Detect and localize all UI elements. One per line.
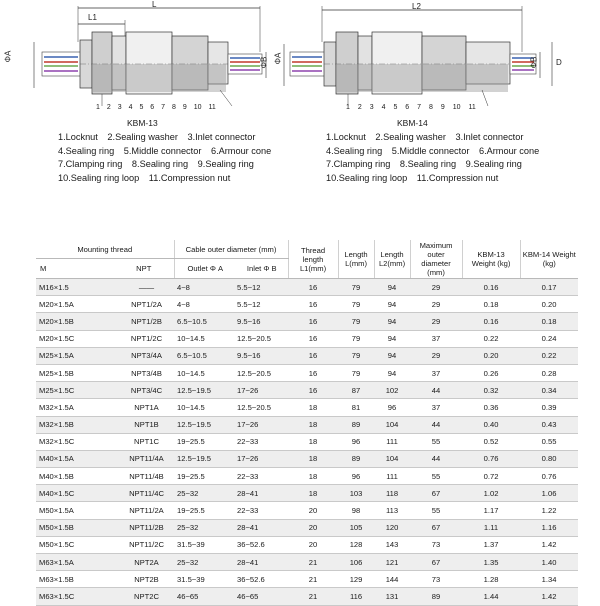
cell-kbm13-weight: 1.02: [462, 485, 520, 502]
cell-m: M20×1.5C: [36, 330, 112, 347]
cell-kbm14-weight: 1.16: [520, 519, 578, 536]
cell-outlet: 4~8: [174, 296, 234, 313]
table-row: [36, 399, 578, 416]
header-mounting-thread: Mounting thread: [36, 240, 174, 259]
header-length2: Length L2(mm): [374, 240, 410, 279]
kbm13-callouts: [96, 104, 216, 111]
cell-inlet: 17~26: [234, 416, 288, 433]
cell-kbm14-weight: 1.34: [520, 571, 578, 588]
cell-kbm14-weight: 0.22: [520, 347, 578, 364]
callout-4: 4: [128, 104, 133, 111]
legend-item: 5.Middle connector: [391, 145, 470, 156]
cell-length2: 104: [374, 416, 410, 433]
cell-thread-length: 20: [288, 536, 338, 553]
cell-thread-length: 16: [288, 364, 338, 381]
cell-max-od: 29: [410, 313, 462, 330]
cell-outlet: 25~32: [174, 519, 234, 536]
cell-inlet: 9.5~16: [234, 313, 288, 330]
header-npt: NPT: [112, 259, 174, 279]
cell-max-od: 67: [410, 554, 462, 571]
cell-m: M50×1.5C: [36, 536, 112, 553]
callout-8: 8: [172, 104, 176, 111]
cell-kbm14-weight: 1.06: [520, 485, 578, 502]
legend-item: 11.Compression nut: [148, 172, 231, 183]
legend-item: 11.Compression nut: [416, 172, 499, 183]
cell-outlet: 25~32: [174, 485, 234, 502]
legend-item: 1.Locknut: [326, 132, 366, 142]
kbm14-parts-legend: [326, 131, 546, 185]
cell-m: M63×1.5C: [36, 588, 112, 605]
cell-m: M32×1.5C: [36, 433, 112, 450]
cell-inlet: 9.5~16: [234, 347, 288, 364]
callout-4: 4: [381, 104, 386, 111]
callout-2: 2: [106, 104, 111, 111]
cell-outlet: 25~32: [174, 554, 234, 571]
cell-m: M50×1.5B: [36, 519, 112, 536]
table-row: [36, 279, 578, 296]
cell-length2: 113: [374, 502, 410, 519]
legend-item: 5.Middle connector: [123, 145, 202, 156]
callout-7: 7: [417, 104, 422, 111]
cell-inlet: 22~33: [234, 433, 288, 450]
cell-outlet: 12.5~19.5: [174, 416, 234, 433]
cell-npt: NPT1C: [112, 433, 174, 450]
table-row: [36, 519, 578, 536]
cell-m: M50×1.5A: [36, 502, 112, 519]
cell-thread-length: 18: [288, 433, 338, 450]
kbm13-dim-phia: ΦA: [3, 50, 13, 63]
cell-max-od: 37: [410, 399, 462, 416]
cell-length2: 94: [374, 313, 410, 330]
cell-length2: 143: [374, 536, 410, 553]
callout-3: 3: [117, 104, 122, 111]
cell-length: 89: [338, 416, 374, 433]
callout-2: 2: [357, 104, 362, 111]
kbm14-dim-phib: ΦB: [529, 56, 539, 69]
cell-kbm13-weight: 1.35: [462, 554, 520, 571]
cell-inlet: 17~26: [234, 382, 288, 399]
cell-kbm14-weight: 0.55: [520, 433, 578, 450]
header-kbm14-weight: KBM-14 Weight (kg): [520, 240, 578, 279]
table-row: [36, 554, 578, 571]
cell-kbm14-weight: 1.40: [520, 554, 578, 571]
cell-length: 129: [338, 571, 374, 588]
cell-thread-length: 18: [288, 450, 338, 467]
cell-kbm14-weight: 0.20: [520, 296, 578, 313]
legend-item: 3.Inlet connector: [187, 132, 256, 142]
cell-inlet: 22~33: [234, 468, 288, 485]
cell-npt: NPT11/4A: [112, 450, 174, 467]
cell-max-od: 67: [410, 519, 462, 536]
legend-item: 10.Sealing ring loop: [326, 172, 408, 183]
legend-row: [326, 158, 546, 172]
legend-item: 10.Sealing ring loop: [58, 172, 140, 183]
legend-item: 7.Clamping ring: [58, 159, 123, 169]
callout-5: 5: [139, 104, 144, 111]
header-m: M: [36, 259, 112, 279]
table-header-row: [36, 240, 578, 259]
cell-kbm13-weight: 1.11: [462, 519, 520, 536]
cell-outlet: 46~65: [174, 588, 234, 605]
table-row: [36, 347, 578, 364]
cell-outlet: 19~25.5: [174, 433, 234, 450]
cell-thread-length: 21: [288, 588, 338, 605]
kbm14-drawing: [282, 2, 567, 120]
cell-npt: NPT3/4A: [112, 347, 174, 364]
cell-outlet: 6.5~10.5: [174, 313, 234, 330]
cell-npt: NPT11/2B: [112, 519, 174, 536]
cell-m: M40×1.5C: [36, 485, 112, 502]
cell-max-od: 29: [410, 279, 462, 296]
cell-thread-length: 20: [288, 519, 338, 536]
kbm14-dim-phia: ΦA: [273, 52, 283, 65]
cell-max-od: 89: [410, 588, 462, 605]
cell-length: 105: [338, 519, 374, 536]
legend-item: 2.Sealing washer: [107, 132, 178, 142]
table-row: [36, 416, 578, 433]
header-length: Length L(mm): [338, 240, 374, 279]
cell-m: M32×1.5A: [36, 399, 112, 416]
legend-item: 2.Sealing washer: [375, 132, 446, 142]
cell-npt: NPT1B: [112, 416, 174, 433]
cell-inlet: 36~52.6: [234, 536, 288, 553]
cell-m: M40×1.5B: [36, 468, 112, 485]
cell-kbm14-weight: 0.76: [520, 468, 578, 485]
cell-thread-length: 20: [288, 502, 338, 519]
cell-m: M16×1.5: [36, 279, 112, 296]
cell-outlet: 4~8: [174, 279, 234, 296]
callout-1: 1: [346, 104, 350, 111]
table-row: [36, 502, 578, 519]
cell-length2: 104: [374, 450, 410, 467]
cell-npt: NPT1/2B: [112, 313, 174, 330]
cell-length2: 94: [374, 364, 410, 381]
kbm13-dim-l1: L1: [88, 13, 97, 22]
callout-7: 7: [161, 104, 166, 111]
cell-length2: 121: [374, 554, 410, 571]
cell-length: 87: [338, 382, 374, 399]
callout-11: 11: [208, 104, 216, 111]
legend-item: 6.Armour cone: [478, 145, 540, 156]
cell-npt: NPT2C: [112, 588, 174, 605]
kbm13-dim-l: L: [152, 0, 157, 9]
cell-kbm13-weight: 0.52: [462, 433, 520, 450]
legend-row: [58, 172, 278, 186]
cell-m: M20×1.5B: [36, 313, 112, 330]
cell-kbm13-weight: 1.28: [462, 571, 520, 588]
cell-max-od: 29: [410, 296, 462, 313]
legend-item: 9.Sealing ring: [465, 159, 522, 169]
cell-inlet: 5.5~12: [234, 296, 288, 313]
cell-kbm14-weight: 1.22: [520, 502, 578, 519]
cell-outlet: 12.5~19.5: [174, 450, 234, 467]
header-outlet: Outlet Φ A: [174, 259, 234, 279]
table-row: [36, 468, 578, 485]
cell-inlet: 12.5~20.5: [234, 399, 288, 416]
legend-row: [326, 131, 546, 145]
cell-outlet: 19~25.5: [174, 468, 234, 485]
cell-m: M32×1.5B: [36, 416, 112, 433]
legend-row: [326, 145, 546, 159]
cell-length: 128: [338, 536, 374, 553]
cell-length: 98: [338, 502, 374, 519]
callout-9: 9: [182, 104, 187, 111]
cell-thread-length: 21: [288, 554, 338, 571]
legend-row: [326, 172, 546, 186]
cell-length: 79: [338, 330, 374, 347]
cell-max-od: 55: [410, 502, 462, 519]
legend-item: 9.Sealing ring: [197, 159, 254, 169]
cell-kbm14-weight: 0.34: [520, 382, 578, 399]
cell-kbm13-weight: 0.16: [462, 313, 520, 330]
table-row: [36, 296, 578, 313]
cell-inlet: 46~65: [234, 588, 288, 605]
legend-item: 8.Sealing ring: [399, 159, 457, 169]
cell-thread-length: 16: [288, 330, 338, 347]
cell-outlet: 6.5~10.5: [174, 347, 234, 364]
kbm14-callouts: [346, 104, 476, 111]
cell-kbm14-weight: 1.42: [520, 536, 578, 553]
cell-npt: ——: [112, 279, 174, 296]
cell-inlet: 28~41: [234, 485, 288, 502]
cell-inlet: 17~26: [234, 450, 288, 467]
cell-npt: NPT11/4B: [112, 468, 174, 485]
cell-kbm13-weight: 0.20: [462, 347, 520, 364]
cell-outlet: 10~14.5: [174, 364, 234, 381]
cell-kbm14-weight: 0.18: [520, 313, 578, 330]
legend-row: [58, 145, 278, 159]
kbm14-dim-d: D: [556, 58, 562, 67]
cell-length: 79: [338, 296, 374, 313]
cell-kbm13-weight: 0.16: [462, 279, 520, 296]
table-row: [36, 364, 578, 381]
callout-1: 1: [96, 104, 100, 111]
legend-item: 8.Sealing ring: [131, 159, 189, 169]
cell-max-od: 73: [410, 536, 462, 553]
table-row: [36, 330, 578, 347]
cell-length: 81: [338, 399, 374, 416]
legend-row: [58, 131, 278, 145]
cell-length2: 111: [374, 433, 410, 450]
cell-kbm13-weight: 0.76: [462, 450, 520, 467]
cell-thread-length: 16: [288, 347, 338, 364]
cell-max-od: 55: [410, 433, 462, 450]
cell-m: M20×1.5A: [36, 296, 112, 313]
cell-length2: 94: [374, 330, 410, 347]
table-row: [36, 571, 578, 588]
table-row: [36, 450, 578, 467]
cell-inlet: 5.5~12: [234, 279, 288, 296]
cell-m: M40×1.5A: [36, 450, 112, 467]
cell-outlet: 12.5~19.5: [174, 382, 234, 399]
cell-thread-length: 16: [288, 382, 338, 399]
cell-max-od: 73: [410, 571, 462, 588]
cell-kbm13-weight: 1.17: [462, 502, 520, 519]
table-body: [36, 279, 578, 606]
cell-length2: 118: [374, 485, 410, 502]
header-thread-length: Thread length L1(mm): [288, 240, 338, 279]
cell-kbm13-weight: 0.22: [462, 330, 520, 347]
callout-8: 8: [429, 104, 433, 111]
cell-thread-length: 16: [288, 279, 338, 296]
cell-npt: NPT1A: [112, 399, 174, 416]
header-cable-od: Cable outer diameter (mm): [174, 240, 288, 259]
header-kbm13-weight: KBM-13 Weight (kg): [462, 240, 520, 279]
cell-length2: 111: [374, 468, 410, 485]
cell-outlet: 19~25.5: [174, 502, 234, 519]
cell-max-od: 29: [410, 347, 462, 364]
cell-m: M63×1.5A: [36, 554, 112, 571]
cell-kbm14-weight: 0.17: [520, 279, 578, 296]
cell-length: 79: [338, 347, 374, 364]
cell-length: 79: [338, 313, 374, 330]
kbm13-model-label: KBM-13: [127, 118, 158, 128]
cell-length2: 94: [374, 279, 410, 296]
table-row: [36, 433, 578, 450]
cell-kbm13-weight: 1.44: [462, 588, 520, 605]
cell-m: M25×1.5B: [36, 364, 112, 381]
cell-outlet: 31.5~39: [174, 571, 234, 588]
cell-length2: 102: [374, 382, 410, 399]
cell-length: 96: [338, 433, 374, 450]
cell-length2: 131: [374, 588, 410, 605]
callout-3: 3: [369, 104, 374, 111]
cell-max-od: 44: [410, 416, 462, 433]
cell-max-od: 44: [410, 450, 462, 467]
cell-kbm14-weight: 0.43: [520, 416, 578, 433]
cell-inlet: 22~33: [234, 502, 288, 519]
kbm13-parts-legend: [58, 131, 278, 185]
cell-thread-length: 18: [288, 416, 338, 433]
cell-inlet: 12.5~20.5: [234, 364, 288, 381]
cell-outlet: 10~14.5: [174, 330, 234, 347]
cell-kbm14-weight: 0.28: [520, 364, 578, 381]
cell-npt: NPT1/2C: [112, 330, 174, 347]
legend-item: 4.Sealing ring: [58, 145, 115, 156]
callout-10: 10: [452, 104, 461, 111]
cell-kbm13-weight: 0.18: [462, 296, 520, 313]
cell-thread-length: 18: [288, 468, 338, 485]
cell-kbm13-weight: 0.72: [462, 468, 520, 485]
cell-length: 96: [338, 468, 374, 485]
cell-inlet: 36~52.6: [234, 571, 288, 588]
cell-max-od: 67: [410, 485, 462, 502]
cell-npt: NPT1/2A: [112, 296, 174, 313]
cell-kbm14-weight: 0.80: [520, 450, 578, 467]
cell-kbm13-weight: 0.40: [462, 416, 520, 433]
legend-item: 4.Sealing ring: [326, 145, 383, 156]
cell-npt: NPT11/2C: [112, 536, 174, 553]
header-inlet: Inlet Φ B: [234, 259, 288, 279]
cell-thread-length: 16: [288, 313, 338, 330]
cell-outlet: 31.5~39: [174, 536, 234, 553]
cell-max-od: 37: [410, 364, 462, 381]
cell-max-od: 37: [410, 330, 462, 347]
cell-inlet: 28~41: [234, 519, 288, 536]
cell-npt: NPT11/4C: [112, 485, 174, 502]
kbm13-drawing: [20, 2, 270, 120]
cell-length: 106: [338, 554, 374, 571]
table-row: [36, 485, 578, 502]
spec-table: [36, 240, 578, 606]
legend-item: 7.Clamping ring: [326, 159, 391, 169]
cell-kbm14-weight: 0.39: [520, 399, 578, 416]
kbm14-model-label: KBM-14: [397, 118, 428, 128]
cell-length2: 94: [374, 296, 410, 313]
cell-inlet: 12.5~20.5: [234, 330, 288, 347]
cell-length: 79: [338, 364, 374, 381]
cell-m: M63×1.5B: [36, 571, 112, 588]
callout-10: 10: [193, 104, 202, 111]
cell-thread-length: 18: [288, 485, 338, 502]
cell-npt: NPT11/2A: [112, 502, 174, 519]
cell-kbm13-weight: 0.36: [462, 399, 520, 416]
cell-max-od: 44: [410, 382, 462, 399]
cell-length: 103: [338, 485, 374, 502]
cell-length2: 144: [374, 571, 410, 588]
table-row: [36, 588, 578, 605]
cell-m: M25×1.5A: [36, 347, 112, 364]
table-row: [36, 313, 578, 330]
cell-length2: 94: [374, 347, 410, 364]
cell-thread-length: 21: [288, 571, 338, 588]
table-row: [36, 536, 578, 553]
cell-thread-length: 18: [288, 399, 338, 416]
cell-npt: NPT2A: [112, 554, 174, 571]
legend-item: 6.Armour cone: [210, 145, 272, 156]
kbm14-dim-l2: L2: [412, 2, 421, 11]
kbm13-dim-phib: ΦB: [259, 56, 269, 69]
cell-npt: NPT3/4B: [112, 364, 174, 381]
cell-kbm13-weight: 1.37: [462, 536, 520, 553]
cell-thread-length: 16: [288, 296, 338, 313]
cell-kbm13-weight: 0.32: [462, 382, 520, 399]
callout-5: 5: [393, 104, 398, 111]
table-row: [36, 382, 578, 399]
cell-kbm14-weight: 0.24: [520, 330, 578, 347]
callout-9: 9: [440, 104, 445, 111]
cell-kbm14-weight: 1.42: [520, 588, 578, 605]
legend-item: 3.Inlet connector: [455, 132, 524, 142]
cell-length: 89: [338, 450, 374, 467]
cell-length2: 120: [374, 519, 410, 536]
legend-item: 1.Locknut: [58, 132, 98, 142]
cell-inlet: 28~41: [234, 554, 288, 571]
callout-6: 6: [405, 104, 410, 111]
callout-6: 6: [150, 104, 155, 111]
cell-npt: NPT3/4C: [112, 382, 174, 399]
callout-11: 11: [468, 104, 476, 111]
cell-npt: NPT2B: [112, 571, 174, 588]
legend-row: [58, 158, 278, 172]
cell-outlet: 10~14.5: [174, 399, 234, 416]
cell-max-od: 55: [410, 468, 462, 485]
cell-length2: 96: [374, 399, 410, 416]
header-max-od: Maximum outer diameter (mm): [410, 240, 462, 279]
cell-length: 116: [338, 588, 374, 605]
cell-kbm13-weight: 0.26: [462, 364, 520, 381]
cell-length: 79: [338, 279, 374, 296]
cell-m: M25×1.5C: [36, 382, 112, 399]
